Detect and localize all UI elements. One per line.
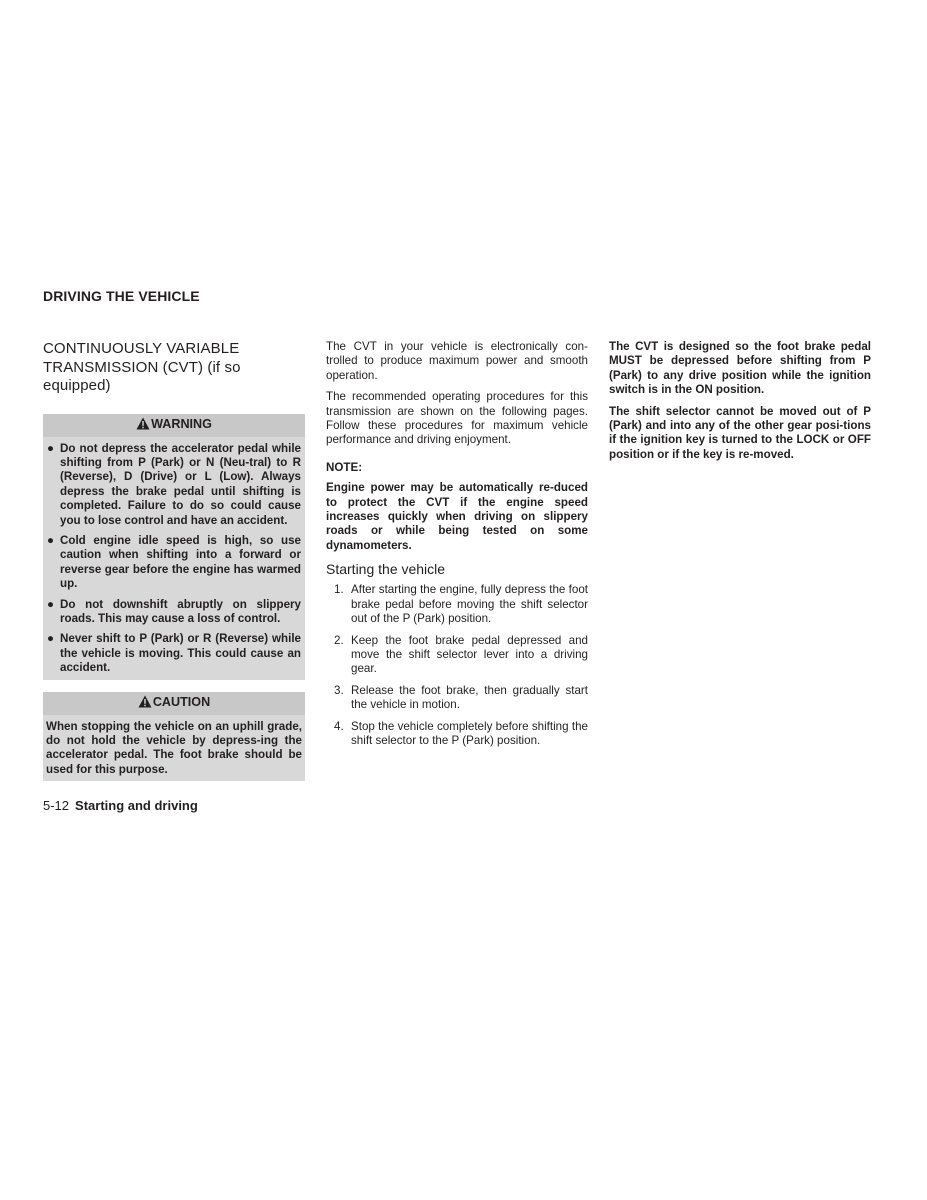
section-header: DRIVING THE VEHICLE [43,288,200,304]
shift-selector-paragraph: The shift selector cannot be moved out of P (Park) and into any of the other gear posi-tions if the ignition key is turned to the LOCK or OFF position or if the key is re-moved. [609,404,871,461]
column-1 [43,340,305,793]
step-item: 2. Keep the foot brake pedal depressed and move the shift selector lever into a driving gear. [334,633,588,676]
warning-item: ● Do not depress the accelerator pedal while shifting from P (Park) or N (Neu-tral) to R (Reverse), D (Drive) or L (Low). Always depress the brake pedal until shifting is completed. Failure to do so could cause you to lose control and have an accident. [47,441,301,527]
warning-item: ● Do not downshift abruptly on slippery roads. This may cause a loss of control. [47,597,301,625]
note-text: Engine power may be automatically re-duced to protect the CVT if the engine speed increases quickly when driving on slippery roads or while being tested on some dynamometers. [326,481,588,552]
procedures-paragraph: The recommended operating procedures for this transmission are shown on the following pages. Follow these procedures for maximum vehicle performance and driving enjoyment. [326,390,588,447]
step-item: 4. Stop the vehicle completely before shifting the shift selector to the P (Park) position. [334,719,588,747]
warning-item: ● Cold engine idle speed is high, so use caution when shifting into a forward or reverse gear before the engine has warmed up. [47,533,301,591]
note-label: NOTE: [326,460,363,474]
bullet-icon: ● [47,441,55,455]
warning-item: ● Never shift to P (Park) or R (Reverse) while the vehicle is moving. This could cause an accident. [47,632,301,675]
warning-title: WARNING [151,416,212,431]
warning-triangle-icon [136,416,150,437]
caution-box [43,692,305,782]
warning-box [43,414,305,680]
bullet-icon: ● [47,597,55,611]
starting-vehicle-heading: Starting the vehicle [326,561,446,578]
step-item: 1. After starting the engine, fully depress the foot brake pedal before moving the shift selector out of the P (Park) position. [334,583,588,626]
column-2 [326,340,588,755]
caution-triangle-icon [138,694,152,715]
bullet-icon: ● [47,533,55,547]
warning-list [43,439,305,680]
bullet-icon: ● [47,632,55,646]
caution-header [43,692,305,715]
caution-text: When stopping the vehicle on an uphill grade, do not hold the vehicle by depress-ing the accelerator pedal. The foot brake should be used for this purpose. [46,719,302,776]
caution-title: CAUTION [152,694,211,709]
topic-title: CONTINUOUSLY VARIABLE TRANSMISSION (CVT) (if so equipped) [43,340,241,394]
footer-section-name: Starting and driving [75,798,198,813]
cvt-intro-paragraph: The CVT in your vehicle is electronically con-trolled to produce maximum power and smooth operation. [326,340,588,382]
cvt-brake-paragraph: The CVT is designed so the foot brake pedal MUST be depressed before shifting from P (Park) to any drive position while the ignition switch is in the ON position. [609,340,871,397]
page-number: 5-12 [43,798,70,813]
starting-steps-list [326,583,588,748]
warning-header [43,414,305,437]
column-3 [609,340,871,469]
page-footer [43,798,198,814]
step-item: 3. Release the foot brake, then gradually start the vehicle in motion. [334,683,588,712]
